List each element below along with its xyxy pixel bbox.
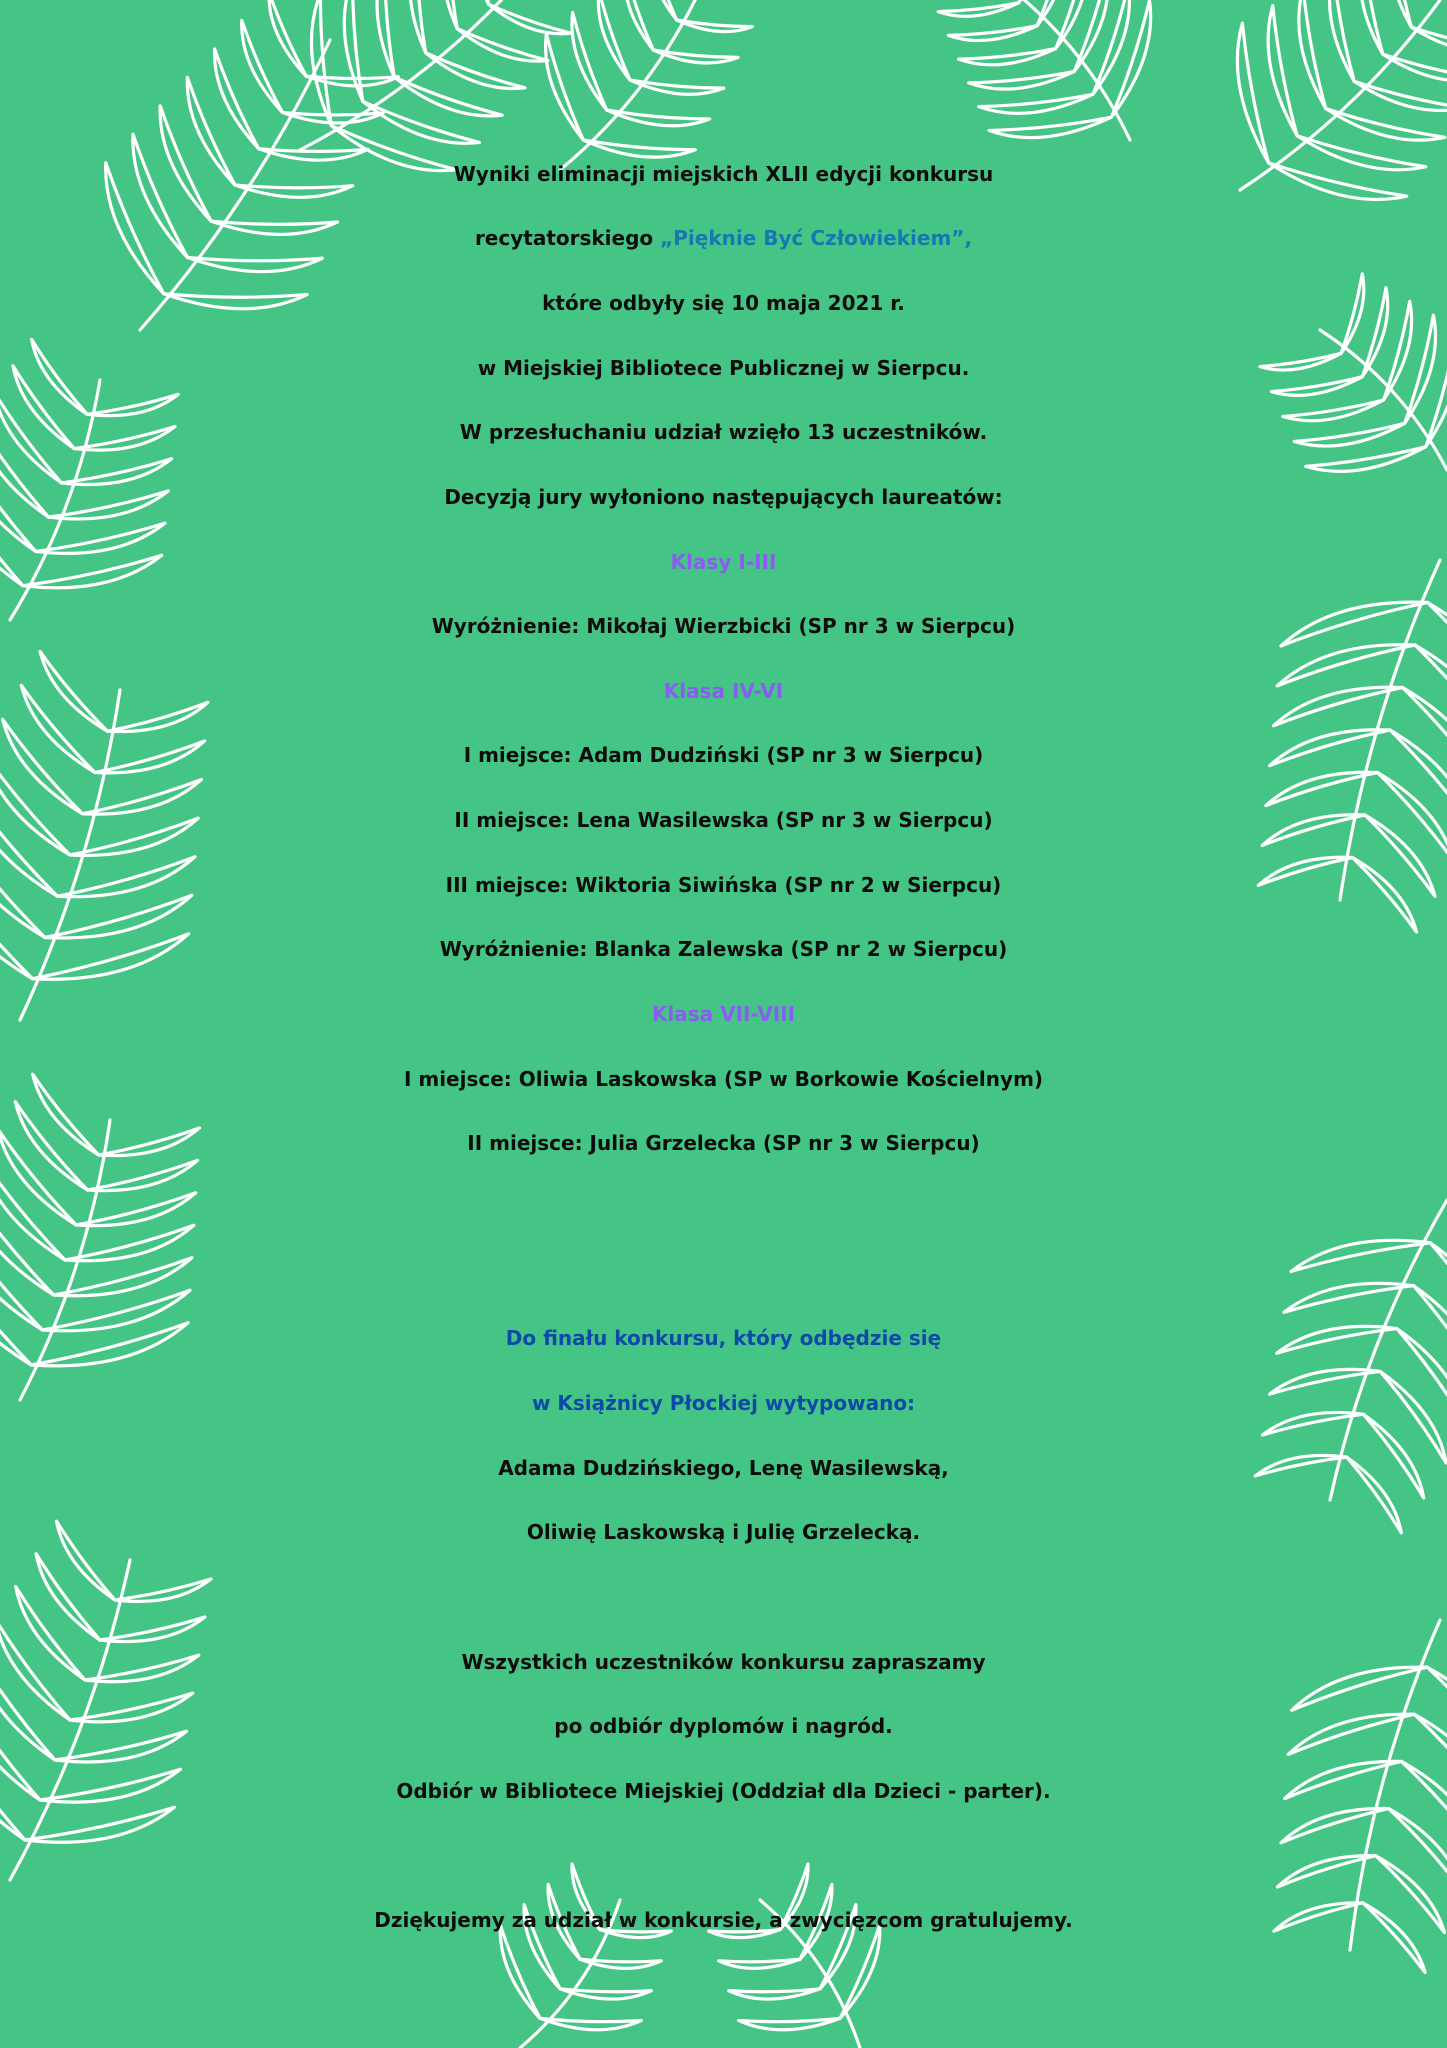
leaflet bbox=[1411, 27, 1447, 51]
leaflet bbox=[1354, 81, 1447, 110]
leaflet bbox=[677, 20, 753, 32]
leaflet bbox=[443, 0, 457, 29]
leaflet bbox=[1360, 0, 1383, 54]
class-heading: Klasy I-III bbox=[670, 550, 777, 574]
leaflet bbox=[410, 0, 426, 53]
leaflet bbox=[719, 1959, 800, 1968]
leaflet bbox=[580, 1959, 661, 1968]
thanks-line: Dziękujemy za udział w konkursie, a zwycięzcom gratulujemy. bbox=[374, 1908, 1073, 1932]
result-entry: III miejsce: Wiktoria Siwińska (SP nr 2 w Sierpcu) bbox=[445, 873, 1002, 897]
leaflet bbox=[630, 80, 724, 94]
header-line-2 bbox=[0, 206, 1447, 270]
leaflet bbox=[1268, 6, 1297, 136]
leaflet bbox=[269, 0, 306, 76]
leaflet bbox=[311, 0, 331, 126]
leaflet bbox=[475, 0, 488, 4]
header-prefix: recytatorskiego bbox=[474, 226, 661, 250]
header-line-5: W przesłuchaniu udział wzięło 13 uczestników. bbox=[459, 420, 988, 444]
leaflet bbox=[1299, 0, 1326, 109]
leaflet bbox=[625, 0, 654, 50]
result-entry: I miejsce: Adam Dudziński (SP nr 3 w Sierpcu) bbox=[463, 743, 984, 767]
leaflet bbox=[215, 49, 259, 149]
leaflet bbox=[457, 29, 548, 62]
leaflet bbox=[540, 2018, 641, 2029]
leaflet bbox=[1291, 1240, 1430, 1271]
leaflet bbox=[959, 49, 1056, 65]
leaflet bbox=[739, 2018, 840, 2029]
leaflet bbox=[653, 50, 738, 63]
result-entry: II miejsce: Julia Grzelecka (SP nr 3 w Sierpcu) bbox=[467, 1131, 980, 1155]
leaflet bbox=[969, 71, 1075, 89]
result-entry: II miejsce: Lena Wasilewska (SP nr 3 w Sierpcu) bbox=[454, 808, 993, 832]
leaflet bbox=[1391, 0, 1411, 27]
leaflet bbox=[1037, 0, 1065, 26]
class-heading: Klasa IV-VI bbox=[663, 679, 784, 703]
header-line-3: które odbyły się 10 maja 2021 r. bbox=[542, 291, 905, 315]
leaflet bbox=[938, 3, 1018, 16]
leaflet bbox=[394, 77, 502, 116]
leaflet bbox=[489, 4, 571, 33]
class-heading: Klasa VII-VIII bbox=[651, 1002, 796, 1026]
result-entry: Wyróżnienie: Blanka Zalewska (SP nr 2 w Sierpcu) bbox=[439, 937, 1008, 961]
final-line-2: w Książnicy Płockiej wytypowano: bbox=[531, 1391, 916, 1415]
finalists-line-1: Adama Dudzińskiego, Lenę Wasilewską, bbox=[498, 1456, 949, 1480]
leaflet bbox=[36, 1554, 100, 1640]
leaflet bbox=[948, 26, 1037, 41]
leaflet bbox=[1019, 0, 1045, 3]
leaflet bbox=[1093, 0, 1130, 94]
leaflet bbox=[363, 101, 480, 143]
leaflet bbox=[1330, 0, 1355, 81]
leaflet bbox=[607, 110, 710, 126]
leaflet bbox=[651, 0, 677, 20]
leaflet bbox=[115, 1579, 211, 1601]
finalists-line-2: Oliwię Laskowską i Julię Grzelecką. bbox=[526, 1520, 921, 1544]
leaflet bbox=[546, 34, 584, 140]
header-line-6: Decyzją jury wyłoniono następujących laureatów: bbox=[444, 485, 1003, 509]
leaflet bbox=[377, 0, 394, 77]
leaflet bbox=[598, 0, 630, 80]
result-entry: Wyróżnienie: Mikołaj Wierzbicki (SP nr 3 w Sierpcu) bbox=[431, 614, 1016, 638]
invitation-line-1: Wszystkich uczestników konkursu zapraszamy bbox=[461, 1650, 986, 1674]
header-line-1: Wyniki eliminacji miejskich XLII edycji konkursu bbox=[453, 162, 994, 186]
invitation-line-3: Odbiór w Bibliotece Miejskiej (Oddział dla Dzieci - parter). bbox=[396, 1779, 1051, 1803]
leaflet bbox=[54, 1258, 192, 1296]
invitation-line-2: po odbiór dyplomów i nagród. bbox=[554, 1714, 893, 1738]
final-line-1: Do finału konkursu, który odbędzie się bbox=[505, 1326, 942, 1350]
leaflet bbox=[1326, 109, 1445, 141]
leaflet bbox=[979, 94, 1093, 113]
competition-title: „Pięknie Być Człowiekiem”, bbox=[660, 226, 973, 250]
result-entry: I miejsce: Oliwia Laskowska (SP w Borkowie Kościelnym) bbox=[403, 1067, 1044, 1091]
leaflet bbox=[1383, 54, 1447, 81]
leaflet bbox=[560, 1989, 651, 1999]
header-line-4: w Miejskiej Bibliotece Publicznej w Sierpcu. bbox=[477, 356, 970, 380]
leaflet bbox=[283, 113, 384, 124]
leaflet bbox=[1056, 0, 1087, 49]
leaflet bbox=[729, 1989, 820, 1999]
leaflet bbox=[1111, 0, 1150, 117]
leaflet bbox=[989, 117, 1111, 137]
